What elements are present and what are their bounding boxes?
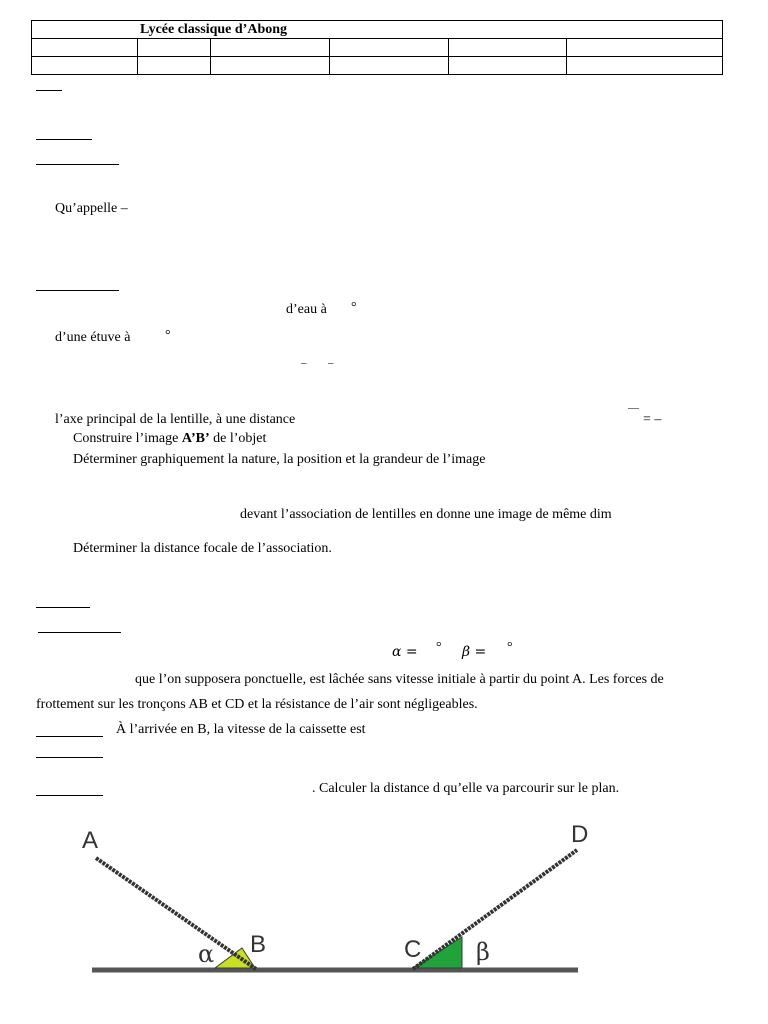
- image-label: A’B’: [181, 431, 210, 446]
- header-cell: [32, 39, 138, 57]
- degree-symbol: °: [351, 300, 357, 315]
- header-cell: [330, 57, 449, 75]
- inclined-planes-figure: [70, 812, 590, 982]
- header-row-title: [32, 21, 723, 39]
- caissette-text-1: que l’on supposera ponctuelle, est lâchée sans vitesse initiale à partir du point A. Les forces de: [135, 672, 664, 687]
- heading-underline: [36, 139, 92, 140]
- heading-underline: [36, 795, 103, 796]
- q-appelle-text: Qu’appelle –: [55, 201, 128, 216]
- degree-symbol: °: [507, 640, 513, 655]
- header-cell: [330, 39, 449, 57]
- equation-symbol: = –: [643, 412, 662, 427]
- determiner-focale-text: Déterminer la distance focale de l’association.: [73, 541, 332, 556]
- etuve-text: d’une étuve à: [55, 330, 131, 345]
- determiner-graph-text: Déterminer graphiquement la nature, la position et la grandeur de l’image: [73, 452, 486, 467]
- overline-symbol: —: [628, 402, 639, 414]
- caissette-text-2: frottement sur les tronçons AB et CD et la résistance de l’air sont négligeables.: [36, 697, 478, 712]
- beta-equation: β =: [462, 644, 487, 660]
- arrivee-text: À l’arrivée en B, la vitesse de la caissette est: [116, 722, 366, 737]
- beta-label: β: [476, 938, 490, 966]
- dash-symbol: –: [328, 357, 334, 369]
- point-b-label: B: [250, 931, 267, 958]
- header-cell: [138, 39, 211, 57]
- construire-end: de l’objet: [213, 431, 267, 446]
- alpha-equation: α =: [392, 644, 418, 660]
- degree-symbol: °: [436, 640, 442, 655]
- axe-text: l’axe principal de la lentille, à une distance: [55, 412, 296, 427]
- alpha-label: α: [198, 940, 215, 968]
- heading-underline: [36, 736, 103, 737]
- dash-symbol: –: [301, 357, 307, 369]
- school-name: Lycée classique d’Abong: [32, 21, 723, 39]
- heading-underline: [36, 90, 62, 91]
- slope-ab: [96, 858, 256, 969]
- header-cell: [567, 39, 723, 57]
- header-cell: [138, 57, 211, 75]
- header-row-blank-2: [32, 57, 723, 75]
- eau-text: d’eau à: [286, 302, 327, 317]
- header-row-blank-1: [32, 39, 723, 57]
- point-d-label: D: [571, 821, 589, 848]
- degree-symbol: °: [165, 328, 171, 343]
- header-cell: [449, 39, 567, 57]
- header-cell: [211, 39, 330, 57]
- point-a-label: A: [82, 827, 99, 854]
- heading-underline: [36, 164, 119, 165]
- header-cell: [32, 57, 138, 75]
- header-cell: [449, 57, 567, 75]
- construire-line: [73, 432, 266, 446]
- heading-underline: [36, 757, 103, 758]
- header-cell: [211, 57, 330, 75]
- calculer-text: . Calculer la distance d qu’elle va parcourir sur le plan.: [312, 781, 620, 796]
- slope-cd: [413, 850, 577, 969]
- header-table: [31, 20, 723, 75]
- heading-underline: [36, 290, 119, 291]
- heading-underline: [36, 607, 90, 608]
- construire-text: Construire l’image: [73, 431, 179, 446]
- heading-underline: [38, 632, 121, 633]
- point-c-label: C: [404, 936, 422, 963]
- devant-text: devant l’association de lentilles en donne une image de même dim: [240, 507, 612, 522]
- header-cell: [567, 57, 723, 75]
